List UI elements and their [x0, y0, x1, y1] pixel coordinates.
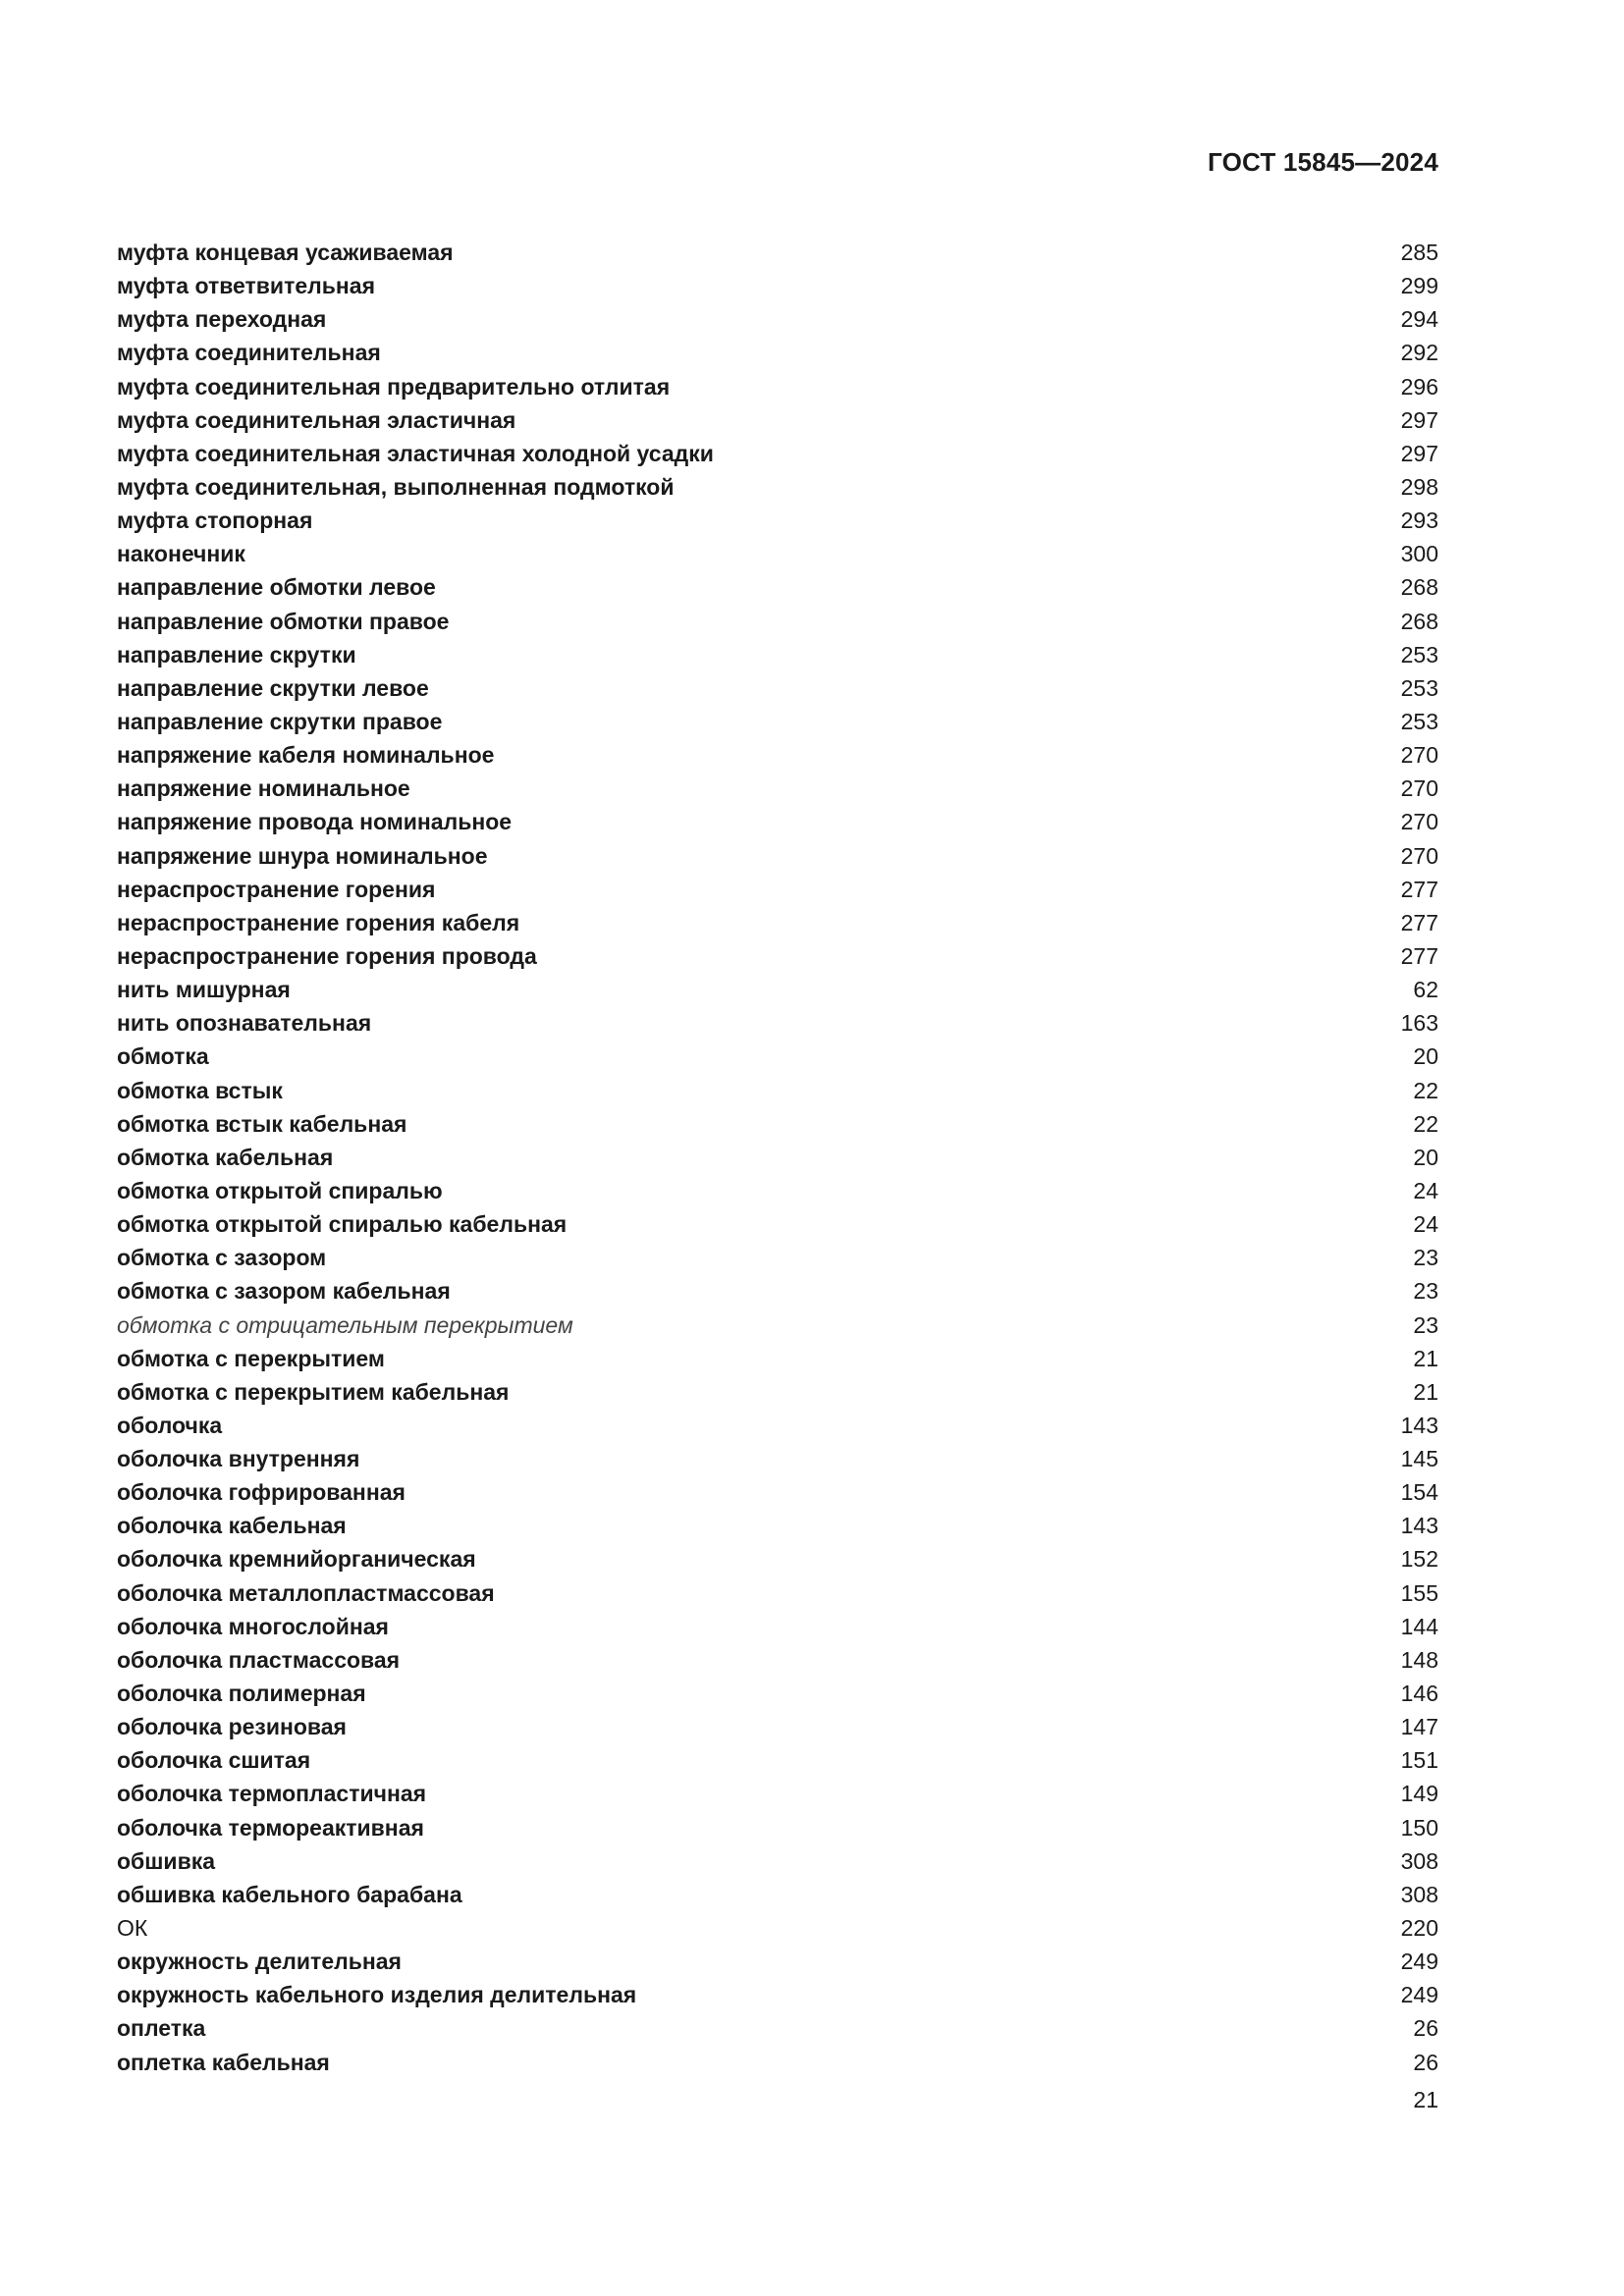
index-entry: [117, 1006, 1438, 1040]
index-page-ref: 23: [1413, 1245, 1438, 1271]
index-page-ref: 277: [1400, 876, 1438, 902]
index-entry: [117, 1743, 1438, 1777]
index-term: направление скрутки: [117, 641, 356, 667]
index-page-ref: 253: [1400, 641, 1438, 667]
index-entry: [117, 1342, 1438, 1375]
index-page-ref: 23: [1413, 1311, 1438, 1338]
index-entry: [117, 1074, 1438, 1107]
index-page-ref: 145: [1400, 1446, 1438, 1472]
index-page-ref: 268: [1400, 574, 1438, 601]
index-term: муфта соединительная, выполненная подмоткой: [117, 473, 675, 500]
index-term: нераспространение горения кабеля: [117, 909, 520, 935]
index-entry: [117, 370, 1438, 403]
index-term: обшивка: [117, 1847, 216, 1874]
index-page-ref: 268: [1400, 608, 1438, 634]
index-page-ref: 292: [1400, 340, 1438, 366]
index-page-ref: 24: [1413, 1211, 1438, 1238]
page-number: 21: [1413, 2087, 1438, 2112]
index-term: нераспространение горения: [117, 876, 436, 902]
index-term: обмотка с зазором: [117, 1245, 327, 1271]
index-page-ref: 23: [1413, 1278, 1438, 1305]
index-entry: [117, 336, 1438, 369]
index-term: обмотка с перекрытием кабельная: [117, 1378, 510, 1405]
index-page-ref: 151: [1400, 1747, 1438, 1774]
index-term: направление скрутки левое: [117, 674, 429, 701]
index-term: нераспространение горения провода: [117, 942, 537, 969]
index-entry: [117, 1710, 1438, 1743]
index-entry: [117, 537, 1438, 570]
index-page-ref: 149: [1400, 1781, 1438, 1807]
index-term: обмотка с перекрытием: [117, 1345, 385, 1371]
index-entry: [117, 570, 1438, 604]
index-term: обмотка встык кабельная: [117, 1110, 407, 1137]
index-term: муфта стопорная: [117, 507, 313, 534]
index-term: окружность делительная: [117, 1949, 402, 1975]
index-page-ref: 308: [1400, 1881, 1438, 1907]
index-entry: [117, 705, 1438, 738]
index-entry: [117, 1442, 1438, 1475]
index-term: муфта соединительная эластичная холодной усадки: [117, 440, 714, 466]
index-term: напряжение кабеля номинальное: [117, 742, 495, 769]
index-page-ref: 62: [1413, 977, 1438, 1003]
index-page-ref: 22: [1413, 1110, 1438, 1137]
index-page-ref: 143: [1400, 1513, 1438, 1539]
index-term: муфта ответвительная: [117, 273, 375, 299]
index-page-ref: 285: [1400, 240, 1438, 265]
index-term: муфта соединительная предварительно отлитая: [117, 373, 671, 400]
index-entry: [117, 470, 1438, 504]
index-term: муфта соединительная: [117, 340, 381, 366]
index-entry: [117, 1643, 1438, 1677]
index-term: муфта соединительная эластичная: [117, 406, 516, 433]
index-page-ref: 147: [1400, 1714, 1438, 1740]
index-page-ref: 253: [1400, 708, 1438, 734]
index-entry: [117, 2046, 1438, 2079]
document-code-header: ГОСТ 15845—2024: [1208, 147, 1438, 177]
index-term: оболочка внутренняя: [117, 1446, 360, 1472]
index-term: оболочка кабельная: [117, 1513, 347, 1539]
index-page-ref: 277: [1400, 909, 1438, 935]
index-page-ref: 296: [1400, 373, 1438, 400]
index-entry: [117, 638, 1438, 671]
index-page-ref: 26: [1413, 2015, 1438, 2042]
index-term: обмотка кабельная: [117, 1144, 334, 1170]
index-page-ref: 21: [1413, 1345, 1438, 1371]
index-page-ref: 146: [1400, 1681, 1438, 1707]
index-term: напряжение провода номинальное: [117, 809, 513, 835]
index-entry: [117, 1475, 1438, 1509]
index-term: оболочка пластмассовая: [117, 1646, 401, 1673]
index-term: обмотка с зазором кабельная: [117, 1278, 451, 1305]
index-page-ref: 270: [1400, 742, 1438, 769]
index-page-ref: 297: [1400, 440, 1438, 466]
index-entry: [117, 873, 1438, 906]
index-entry: [117, 1274, 1438, 1308]
index-entry: [117, 1174, 1438, 1207]
index-entry: [117, 269, 1438, 302]
index-entry: [117, 1610, 1438, 1643]
index-entry: [117, 1241, 1438, 1274]
index-page-ref: 293: [1400, 507, 1438, 534]
index-term: обмотка: [117, 1043, 209, 1070]
index-page-ref: 21: [1413, 1378, 1438, 1405]
index-term: направление скрутки правое: [117, 708, 443, 734]
index-entry: [117, 671, 1438, 705]
index-page-ref: 150: [1400, 1814, 1438, 1841]
index-entry: [117, 939, 1438, 973]
index-page-ref: 249: [1400, 1949, 1438, 1975]
index-term: обмотка открытой спиралью: [117, 1177, 443, 1203]
index-page-ref: 22: [1413, 1077, 1438, 1103]
index-term: оплетка кабельная: [117, 2049, 330, 2075]
index-page-ref: 270: [1400, 775, 1438, 802]
index-entry: [117, 1375, 1438, 1409]
index-entry: [117, 1308, 1438, 1342]
index-entry: [117, 839, 1438, 873]
index-term: оболочка металлопластмассовая: [117, 1579, 495, 1606]
index-term: направление обмотки правое: [117, 608, 450, 634]
index-entry: [117, 1509, 1438, 1542]
index-term: оболочка термореактивная: [117, 1814, 424, 1841]
index-page-ref: 20: [1413, 1043, 1438, 1070]
index-entry: [117, 1777, 1438, 1810]
index-page-ref: 270: [1400, 809, 1438, 835]
index-page-ref: 163: [1400, 1010, 1438, 1037]
index-term: оболочка резиновая: [117, 1714, 347, 1740]
index-entry: [117, 1040, 1438, 1073]
index-term: оболочка многослойная: [117, 1613, 389, 1639]
index-term: напряжение номинальное: [117, 775, 410, 802]
index-page-ref: 144: [1400, 1613, 1438, 1639]
index-entry: [117, 1945, 1438, 1978]
index-term: обмотка с отрицательным перекрытием: [117, 1311, 573, 1338]
index-entry: [117, 1677, 1438, 1710]
index-term: обмотка открытой спиралью кабельная: [117, 1211, 568, 1238]
index-term: нить мишурная: [117, 977, 291, 1003]
index-page-ref: 155: [1400, 1579, 1438, 1606]
index-page-ref: 24: [1413, 1177, 1438, 1203]
index-page-ref: 143: [1400, 1412, 1438, 1438]
index-term: наконечник: [117, 541, 245, 567]
index-entry: [117, 1878, 1438, 1911]
index-entry: [117, 1978, 1438, 2011]
index-term: окружность кабельного изделия делительная: [117, 1982, 637, 2008]
index-entry: [117, 1141, 1438, 1174]
index-entry: [117, 772, 1438, 805]
index-page-ref: 300: [1400, 541, 1438, 567]
index-page-ref: 298: [1400, 473, 1438, 500]
index-entry: [117, 906, 1438, 939]
index-page-ref: 20: [1413, 1144, 1438, 1170]
index-term: муфта концевая усаживаемая: [117, 240, 454, 265]
index-entry: [117, 403, 1438, 437]
index-page-ref: 154: [1400, 1479, 1438, 1506]
index-term: оболочка сшитая: [117, 1747, 311, 1774]
index-page-ref: 26: [1413, 2049, 1438, 2075]
index-entry: [117, 236, 1438, 269]
index-term: напряжение шнура номинальное: [117, 842, 488, 869]
index-entry: [117, 302, 1438, 336]
index-entry: [117, 805, 1438, 838]
index-page-ref: 148: [1400, 1646, 1438, 1673]
index-term: оболочка: [117, 1412, 223, 1438]
index-entry: [117, 1576, 1438, 1610]
index-entry: [117, 437, 1438, 470]
index-page-ref: 220: [1400, 1915, 1438, 1942]
index-entry: [117, 1107, 1438, 1141]
index-term: направление обмотки левое: [117, 574, 436, 601]
alphabetical-index: [117, 236, 1438, 2079]
index-page-ref: 270: [1400, 842, 1438, 869]
index-term: оплетка: [117, 2015, 206, 2042]
index-entry: [117, 1207, 1438, 1241]
index-term: нить опознавательная: [117, 1010, 372, 1037]
index-page-ref: 308: [1400, 1847, 1438, 1874]
index-entry: [117, 1811, 1438, 1844]
index-entry: [117, 605, 1438, 638]
index-entry: [117, 1844, 1438, 1878]
index-term: обшивка кабельного барабана: [117, 1881, 462, 1907]
index-term: обмотка встык: [117, 1077, 283, 1103]
index-page-ref: 253: [1400, 674, 1438, 701]
index-page-ref: 294: [1400, 306, 1438, 333]
index-entry: [117, 973, 1438, 1006]
index-term: муфта переходная: [117, 306, 327, 333]
index-term: оболочка термопластичная: [117, 1781, 427, 1807]
index-page-ref: 297: [1400, 406, 1438, 433]
index-entry: [117, 1911, 1438, 1945]
index-entry: [117, 1409, 1438, 1442]
index-entry: [117, 2011, 1438, 2045]
index-page-ref: 249: [1400, 1982, 1438, 2008]
index-page-ref: 299: [1400, 273, 1438, 299]
index-term: оболочка полимерная: [117, 1681, 366, 1707]
index-term: оболочка кремнийорганическая: [117, 1546, 476, 1573]
index-page-ref: 277: [1400, 942, 1438, 969]
index-entry: [117, 738, 1438, 772]
index-entry: [117, 504, 1438, 537]
index-term: ОК: [117, 1915, 148, 1942]
index-page-ref: 152: [1400, 1546, 1438, 1573]
index-term: оболочка гофрированная: [117, 1479, 406, 1506]
index-entry: [117, 1542, 1438, 1575]
